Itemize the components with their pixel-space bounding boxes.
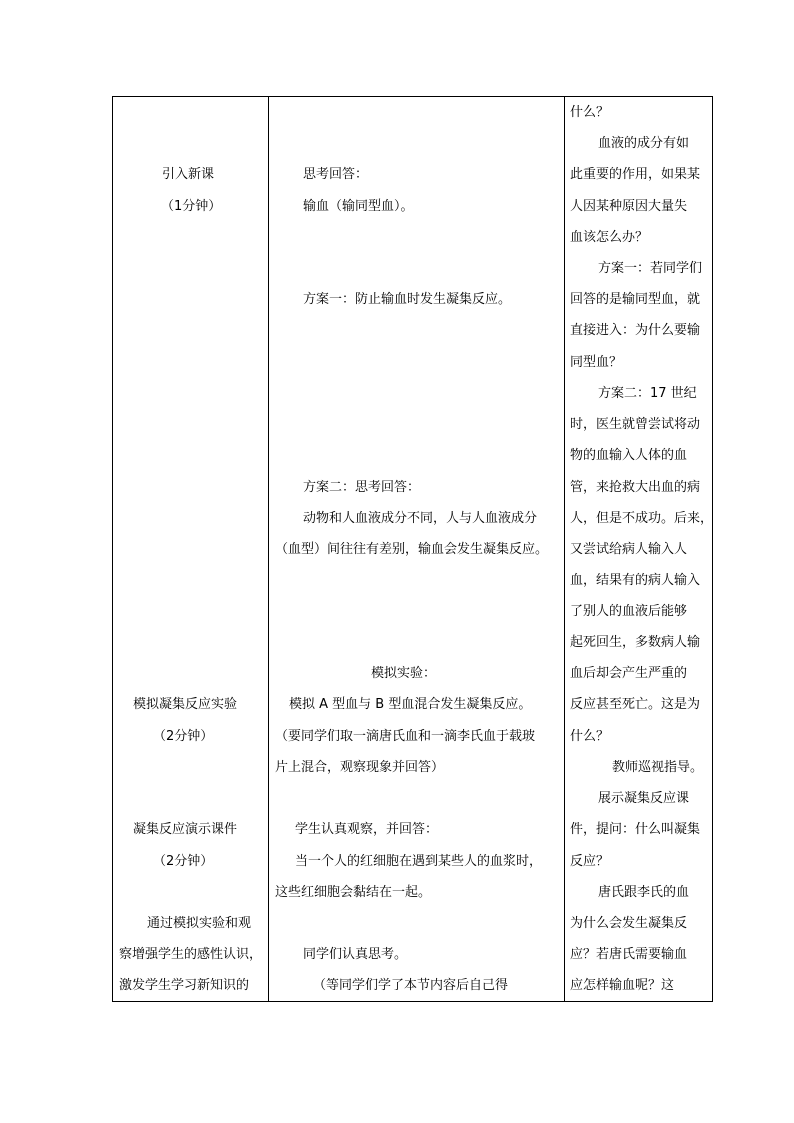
- teacher-line: 为什么会发生凝集反: [570, 916, 688, 931]
- demo-title: 凝集反应演示课件: [133, 822, 238, 837]
- teacher-line: 应怎样输血呢？这: [570, 978, 675, 993]
- teacher-line: 血，结果有的病人输入: [570, 573, 701, 588]
- student-activity-column: [269, 97, 564, 1001]
- teacher-line: 直接进入：为什么要输: [570, 323, 701, 338]
- teacher-line: 时，医生就曾尝试将动: [570, 417, 701, 432]
- teacher-line: 物的血输入人体的血: [570, 448, 688, 463]
- teacher-line: 回答的是输同型血，就: [570, 292, 701, 307]
- teacher-line: 人因某种原因大量失: [570, 199, 688, 214]
- demo-time: （2分钟）: [153, 854, 214, 869]
- teacher-line: 应？若唐氏需要输血: [570, 947, 688, 962]
- intro-title: 引入新课: [162, 167, 215, 182]
- simulation-line: 片上混合，观察现象并回答）: [275, 760, 445, 775]
- teacher-line: 方案一：若同学们: [598, 261, 703, 276]
- teacher-line: 管，来抢救大出血的病: [570, 480, 701, 495]
- transfusion-answer: 输血（输同型血）。: [303, 199, 414, 214]
- teacher-line: 又尝试给病人输入人: [570, 542, 688, 557]
- plan2-line: （血型）间往往有差别，输血会发生凝集反应。: [275, 542, 549, 557]
- simulation-line: （要同学们取一滴唐氏血和一滴李氏血于载玻: [275, 729, 536, 744]
- teacher-line: 教师巡视指导。: [612, 760, 704, 775]
- teacher-line: 同型血？: [570, 355, 623, 370]
- teacher-line: 血该怎么办？: [570, 230, 649, 245]
- simulation-time: （2分钟）: [153, 729, 214, 744]
- teacher-activity-column: [565, 97, 714, 1001]
- teacher-line: 唐氏跟李氏的血: [598, 885, 690, 900]
- observe-head: 学生认真观察，并回答：: [295, 822, 439, 837]
- teacher-line: 方案二：17 世纪: [598, 386, 697, 401]
- intro-time: （1分钟）: [161, 199, 222, 214]
- plan1-answer: 方案一：防止输血时发生凝集反应。: [303, 292, 512, 307]
- simulation-title: 模拟凝集反应实验: [133, 697, 238, 712]
- teacher-line: 什么？: [570, 105, 610, 120]
- teacher-line: 此重要的作用，如果某: [570, 167, 701, 182]
- teacher-line: 血后却会产生严重的: [570, 666, 688, 681]
- teacher-line: 人，但是不成功。后来，: [570, 511, 714, 526]
- teacher-line: 反应甚至死亡。这是为: [570, 697, 701, 712]
- teacher-line: 件，提问：什么叫凝集: [570, 822, 701, 837]
- purpose-line: 激发学生学习新知识的: [119, 978, 250, 993]
- lesson-plan-table: [112, 96, 713, 1002]
- simulation-head: 模拟实验：: [371, 666, 437, 681]
- simulation-line: 模拟 A 型血与 B 型血混合发生凝集反应。: [289, 697, 532, 712]
- teacher-line: 起死回生，多数病人输: [570, 635, 701, 650]
- purpose-line: 通过模拟实验和观: [147, 916, 252, 931]
- teacher-line: 展示凝集反应课: [598, 791, 690, 806]
- plan2-line: 动物和人血液成分不同，人与人血液成分: [303, 511, 538, 526]
- stage-column: [113, 97, 268, 1001]
- plan2-head: 方案二：思考回答：: [303, 480, 421, 495]
- observe-line: 当一个人的红细胞在遇到某些人的血浆时，: [295, 854, 543, 869]
- think-answer: 思考回答：: [303, 167, 369, 182]
- teacher-line: 什么？: [570, 729, 610, 744]
- teacher-line: 反应？: [570, 854, 610, 869]
- purpose-line: 察增强学生的感性认识，: [119, 947, 263, 962]
- observe-line: 这些红细胞会黏结在一起。: [275, 885, 432, 900]
- later-note: （等同学们学了本节内容后自己得: [313, 978, 509, 993]
- think-again: 同学们认真思考。: [303, 947, 408, 962]
- teacher-line: 了别人的血液后能够: [570, 604, 688, 619]
- teacher-line: 血液的成分有如: [598, 136, 690, 151]
